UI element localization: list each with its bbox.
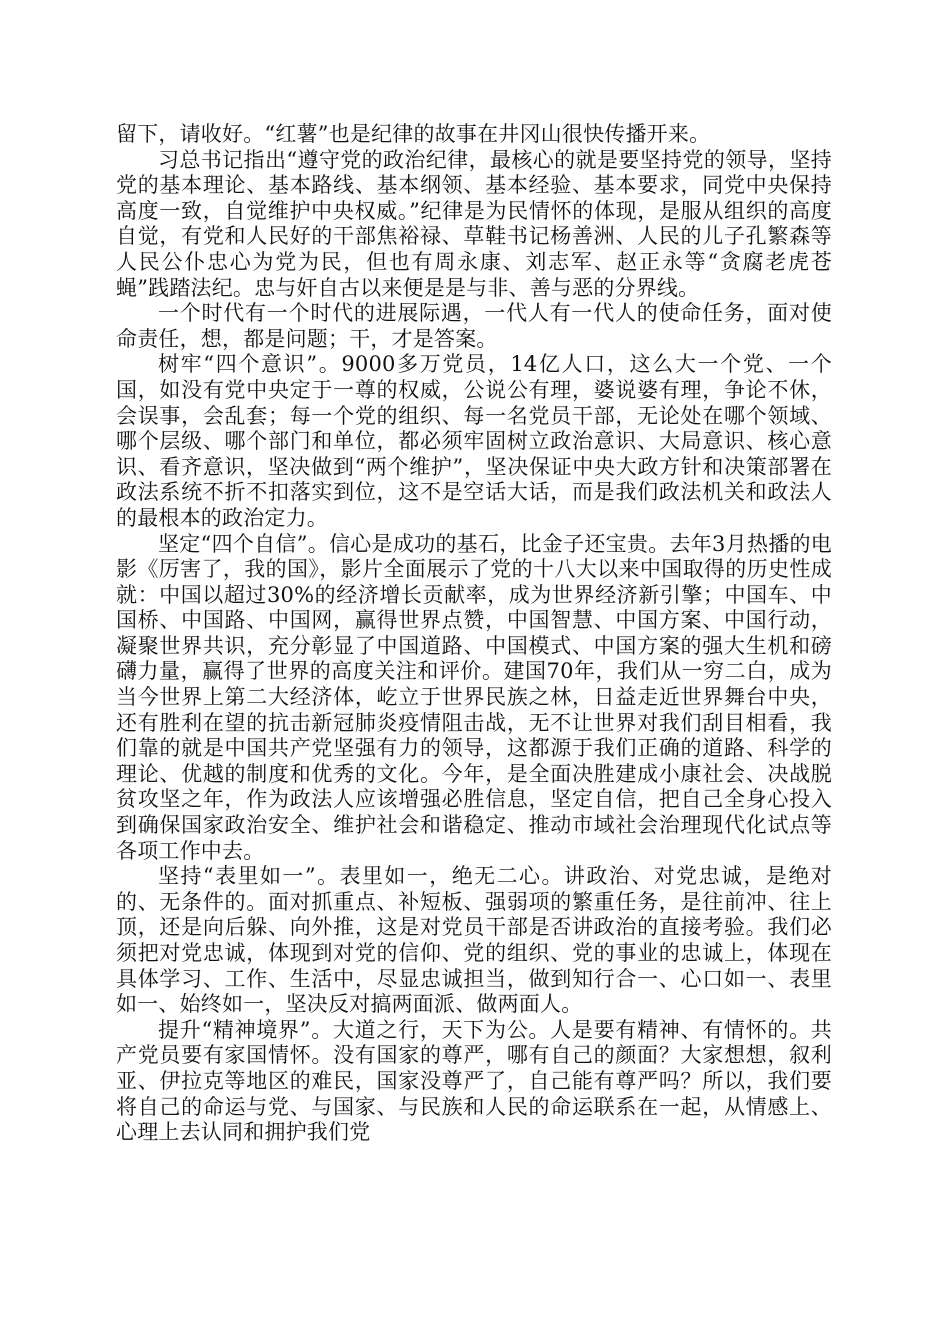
document-body <box>116 122 832 1146</box>
paragraph-consistency: 坚持“表里如一”。表里如一，绝无二心。讲政治、对党忠诚，是绝对的、无条件的。面对抓重点、补短板、强弱项的繁重任务，是往前冲、往上顶，还是向后躲、向外推，这是对党员干部是否讲政治的直接考验。我们必须把对党忠诚，体现到对党的信仰、党的组织、党的事业的忠诚上，体现在具体学习、工作、生活中，尽显忠诚担当，做到知行合一、心口如一、表里如一、始终如一，坚决反对搞两面派、做两面人。 <box>116 864 832 1017</box>
paragraph-four-confidences: 坚定“四个自信”。信心是成功的基石，比金子还宝贵。去年3月热播的电影《厉害了，我的国》，影片全面展示了党的十八大以来中国取得的历史性成就：中国以超过30%的经济增长贡献率，成为世界经济新引擎；中国车、中国桥、中国路、中国网，赢得世界点赞，中国智慧、中国方案、中国行动，凝聚世界共识，充分彰显了中国道路、中国模式、中国方案的强大生机和磅礴力量，赢得了世界的高度关注和评价。建国70年，我们从一穷二白，成为当今世界上第二大经济体，屹立于世界民族之林，日益走近世界舞台中央，还有胜利在望的抗击新冠肺炎疫情阻击战，无不让世界对我们刮目相看，我们靠的就是中国共产党坚强有力的领导，这都源于我们正确的道路、科学的理论、优越的制度和优秀的文化。今年，是全面决胜建成小康社会、决战脱贫攻坚之年，作为政法人应该增强必胜信息，坚定自信，把自己全身心投入到确保国家政治安全、维护社会和谐稳定、推动市域社会治理现代化试点等各项工作中去。 <box>116 531 832 863</box>
paragraph-spiritual-realm: 提升“精神境界”。大道之行，天下为公。人是要有精神、有情怀的。共产党员要有家国情怀。没有国家的尊严，哪有自己的颜面？大家想想，叙利亚、伊拉克等地区的难民，国家没尊严了，自己能有尊严吗？所以，我们要将自己的命运与党、与国家、与民族和人民的命运联系在一起，从情感上、心理上去认同和拥护我们党 <box>116 1017 832 1145</box>
paragraph-era-mission: 一个时代有一个时代的进展际遇，一代人有一代人的使命任务，面对使命责任，想，都是问题；干，才是答案。 <box>116 301 832 351</box>
paragraph-discipline: 习总书记指出“遵守党的政治纪律，最核心的就是要坚持党的领导，坚持党的基本理论、基本路线、基本纲领、基本经验、基本要求，同党中央保持高度一致，自觉维护中央权威。”纪律是为民情怀的体现，是服从组织的高度自觉，有党和人民好的干部焦裕禄、草鞋书记杨善洲、人民的儿子孔繁森等人民公仆忠心为党为民，但也有周永康、刘志军、赵正永等“贪腐老虎苍蝇”践踏法纪。忠与奸自古以来便是是与非、善与恶的分界线。 <box>116 147 832 300</box>
paragraph-continuation: 留下，请收好。“红薯”也是纪律的故事在井冈山很快传播开来。 <box>116 122 711 146</box>
paragraph-four-consciousness: 树牢“四个意识”。9000多万党员，14亿人口，这么大一个党、一个国，如没有党中央定于一尊的权威，公说公有理，婆说婆有理，争论不休，会误事，会乱套；每一个党的组织、每一名党员干部，无论处在哪个领域、哪个层级、哪个部门和单位，都必须牢固树立政治意识、大局意识、核心意识、看齐意识，坚决做到“两个维护”，坚决保证中央大政方针和决策部署在政法系统不折不扣落实到位，这不是空话大话，而是我们政法机关和政法人的最根本的政治定力。 <box>116 352 832 530</box>
